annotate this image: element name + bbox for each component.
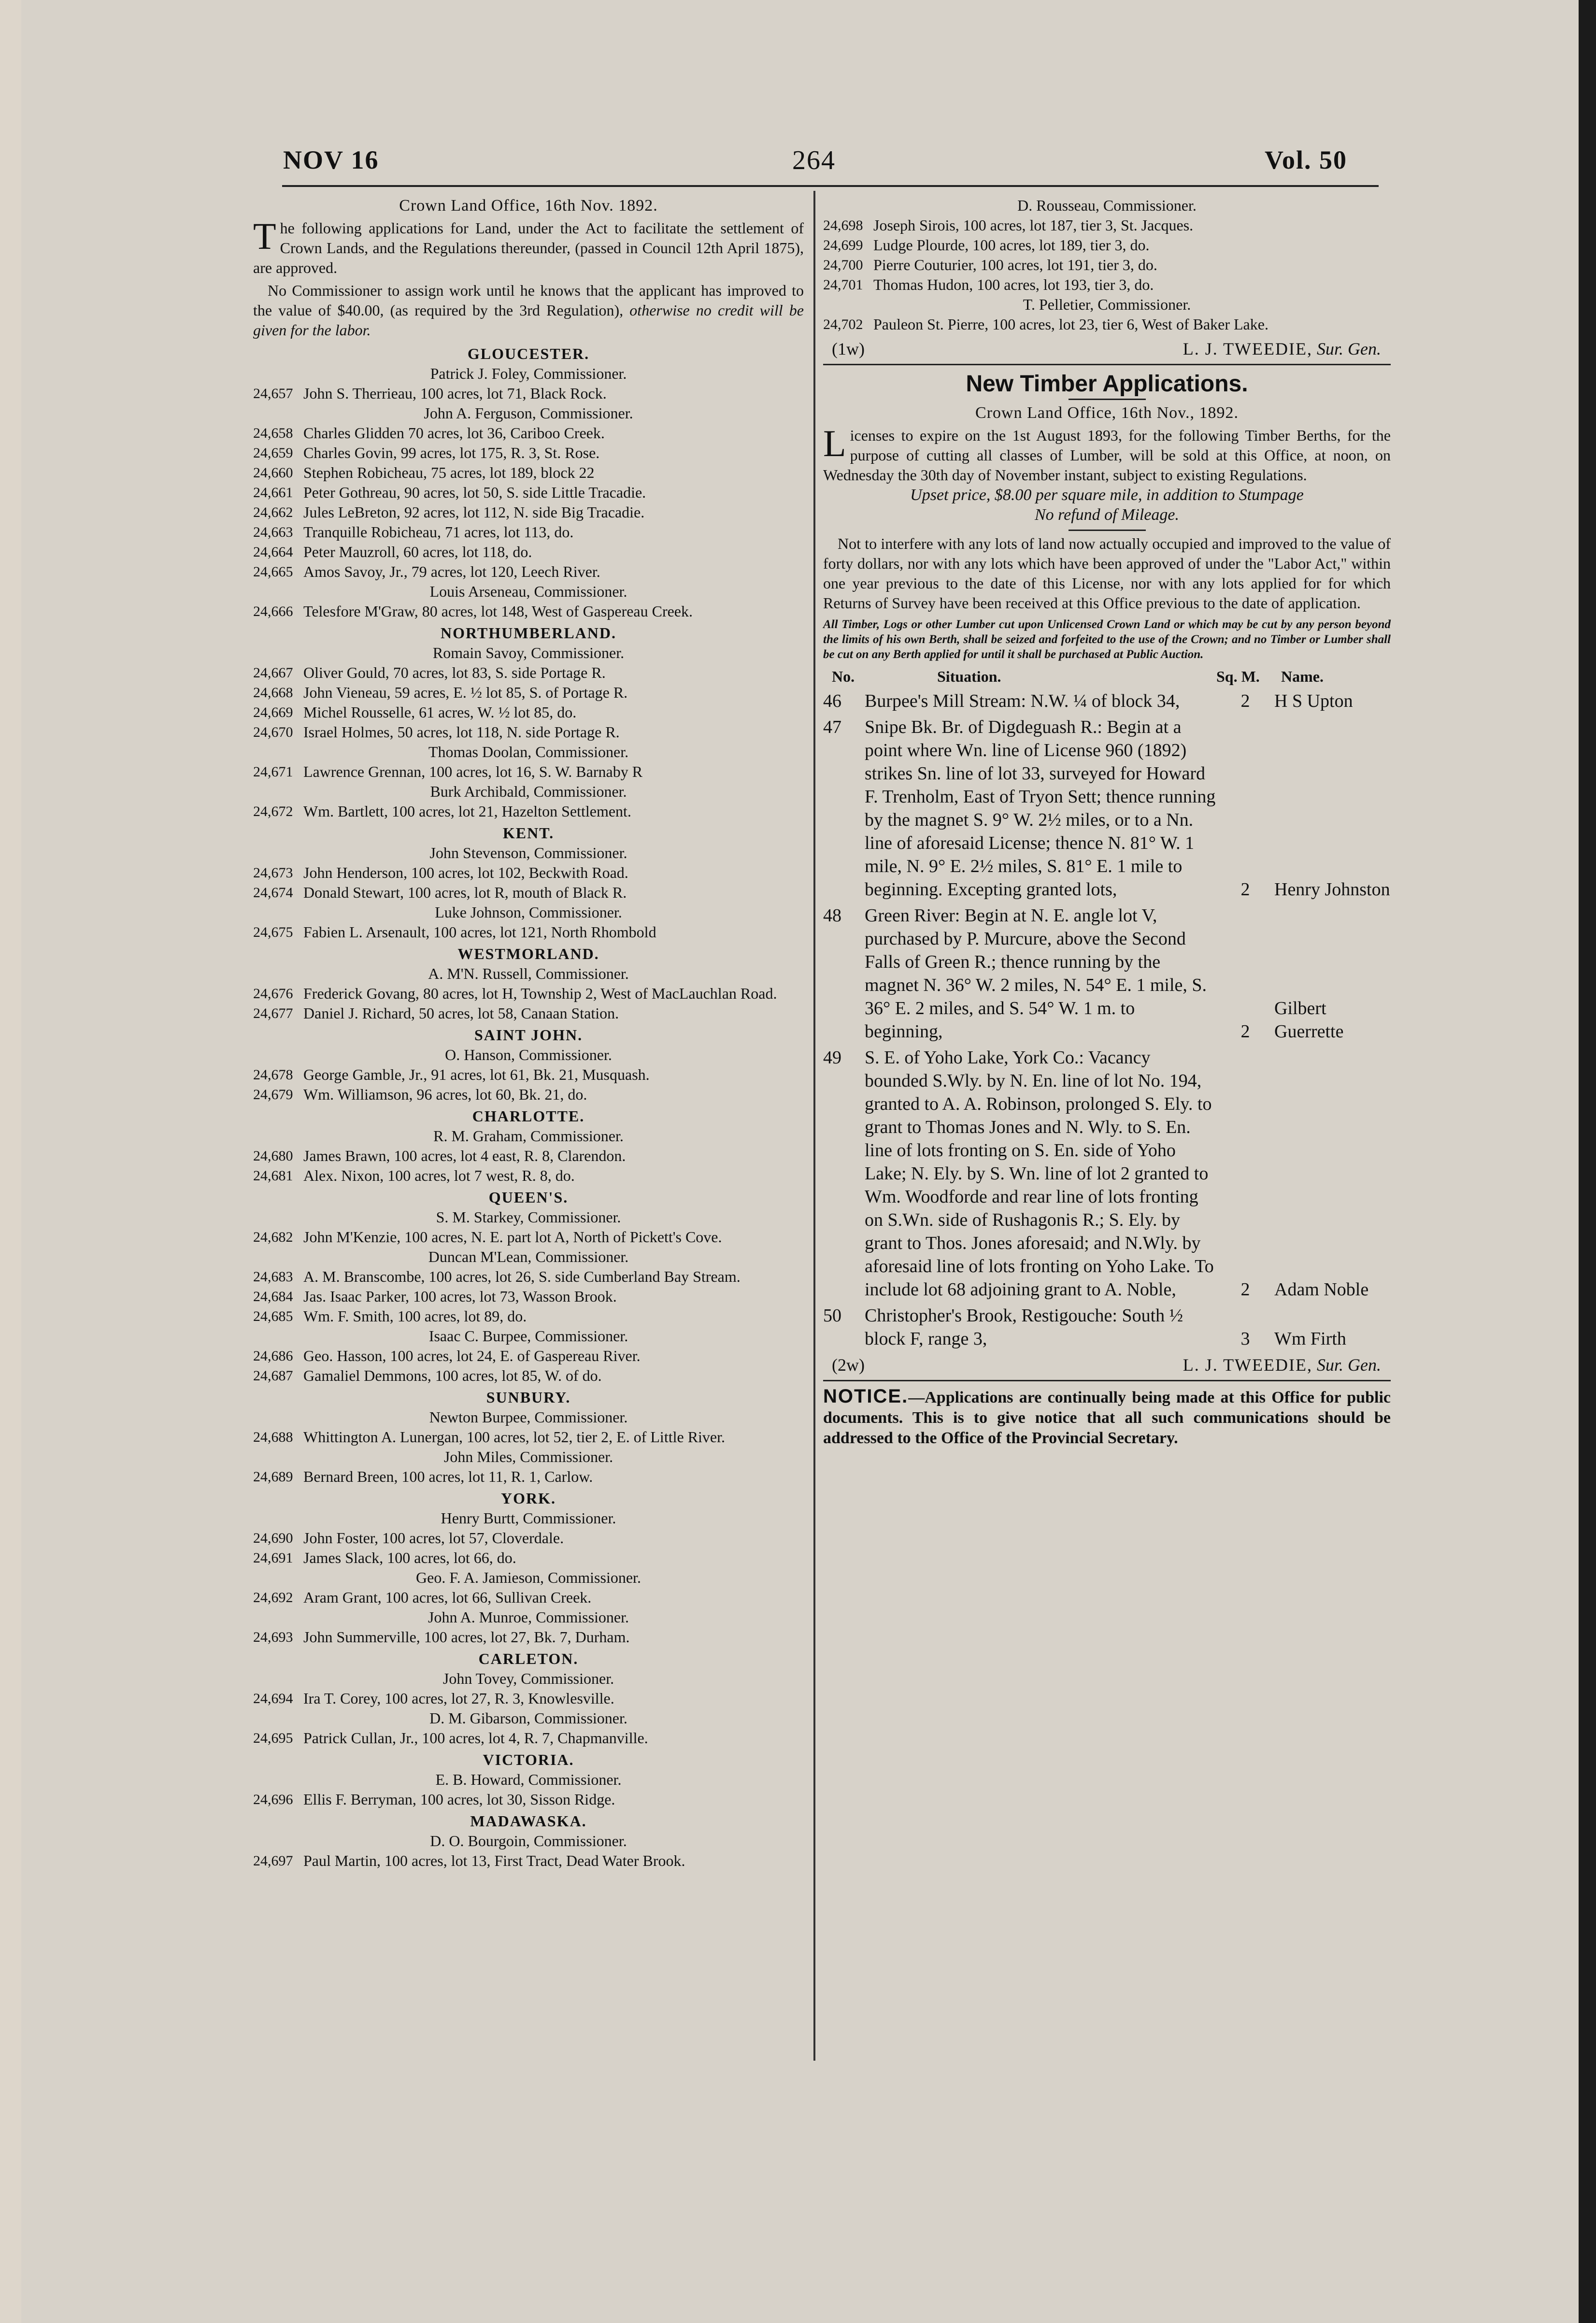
entry-number: 24,688 <box>253 1429 293 1445</box>
berth-square-miles: 2 <box>1240 1021 1250 1042</box>
entry-number: 24,666 <box>253 603 293 619</box>
section-rule <box>823 364 1391 365</box>
entry-text: James Brawn, 100 acres, lot 4 east, R. 8, Clarendon. <box>303 1147 626 1164</box>
applicant-name: Henry Johnston <box>1274 879 1390 900</box>
insertion-mark: (2w) <box>832 1355 865 1375</box>
entry-text: Gamaliel Demmons, 100 acres, lot 85, W. of do. <box>303 1367 602 1384</box>
land-entry <box>253 1306 804 1326</box>
land-entry <box>253 1728 804 1748</box>
county-heading: MADAWASKA. <box>470 1812 587 1830</box>
entry-text: A. M. Branscombe, 100 acres, lot 26, S. side Cumberland Bay Stream. <box>303 1268 741 1285</box>
land-entry <box>253 683 804 703</box>
commissioner-name: S. M. Starkey, Commissioner. <box>436 1208 621 1226</box>
land-entry <box>253 1267 804 1287</box>
drop-cap: T <box>253 215 276 257</box>
land-intro <box>253 215 804 278</box>
commissioner-name: D. O. Bourgoin, Commissioner. <box>430 1832 627 1850</box>
entry-text: Bernard Breen, 100 acres, lot 11, R. 1, Carlow. <box>303 1468 593 1485</box>
land-entry <box>823 275 1391 295</box>
berth-square-miles: 2 <box>1240 1279 1250 1300</box>
timber-row <box>823 1046 1391 1301</box>
entry-text: Joseph Sirois, 100 acres, lot 187, tier 3, St. Jacques. <box>873 216 1194 234</box>
land-entry <box>823 315 1391 334</box>
berth-number: 48 <box>823 905 841 926</box>
entry-text: Aram Grant, 100 acres, lot 66, Sullivan Creek. <box>303 1589 592 1606</box>
entry-number: 24,659 <box>253 445 293 461</box>
entry-text: Whittington A. Lunergan, 100 acres, lot 52, tier 2, E. of Little River. <box>303 1428 726 1446</box>
entry-number: 24,679 <box>253 1087 293 1103</box>
entry-number: 24,671 <box>253 764 293 780</box>
entry-number: 24,678 <box>253 1067 293 1083</box>
commissioner-name: E. B. Howard, Commissioner. <box>435 1771 622 1788</box>
land-entry <box>253 483 804 502</box>
signatory-title: Sur. Gen. <box>1317 339 1381 358</box>
commissioner-name: John Stevenson, Commissioner. <box>429 844 627 861</box>
entry-number: 24,696 <box>253 1792 293 1807</box>
county-heading: SUNBURY. <box>486 1389 571 1406</box>
entry-number: 24,680 <box>253 1148 293 1164</box>
entry-text: Tranquille Robicheau, 71 acres, lot 113, do. <box>303 523 574 541</box>
entry-number: 24,681 <box>253 1168 293 1184</box>
berth-situation: Snipe Bk. Br. of Digdeguash R.: Begin at a point where Wn. line of License 960 (1892) strikes Sn. line of lot 33, surveyed for Howard F. Trenholm, East of Tryon Sett; thence running by the magnet S. 9° W. 2½ miles, or to a Nn. line of aforesaid License; thence N. 81° W. 1 mile, N. 9° E. 2½ miles, S. 81° E. 1 mile to beginning. Excepting granted lots, <box>865 717 1216 900</box>
commissioner-name: D. Rousseau, Commissioner. <box>1017 197 1197 214</box>
county-heading: VICTORIA. <box>483 1751 574 1768</box>
land-entry <box>253 1627 804 1647</box>
land-entry <box>253 1851 804 1871</box>
entry-text: Pauleon St. Pierre, 100 acres, lot 23, tier 6, West of Baker Lake. <box>873 315 1268 333</box>
entry-number: 24,661 <box>253 485 293 501</box>
entry-text: Charles Glidden 70 acres, lot 36, Cariboo Creek. <box>303 424 605 442</box>
commissioner-name: O. Hanson, Commissioner. <box>445 1046 612 1063</box>
entry-text: Paul Martin, 100 acres, lot 13, First Tract, Dead Water Brook. <box>303 1852 685 1869</box>
county-heading: WESTMORLAND. <box>457 945 599 962</box>
commissioner-name: John A. Munroe, Commissioner. <box>428 1608 629 1626</box>
land-entry <box>253 922 804 942</box>
entry-text: Lawrence Grennan, 100 acres, lot 16, S. W. Barnaby R <box>303 763 643 780</box>
land-entry <box>823 255 1391 275</box>
timber-row <box>823 716 1391 901</box>
entry-number: 24,702 <box>823 316 863 332</box>
county-heading: CHARLOTTE. <box>472 1107 585 1125</box>
county-heading: QUEEN'S. <box>488 1189 569 1206</box>
commissioner-name: Henry Burtt, Commissioner. <box>441 1509 616 1527</box>
upset-price: Upset price, $8.00 per square mile, in addition to Stumpage <box>910 486 1304 504</box>
right-column <box>823 196 1391 1448</box>
entry-number: 24,699 <box>823 237 863 253</box>
left-column <box>253 196 804 1871</box>
entry-number: 24,692 <box>253 1590 293 1606</box>
land-continuation <box>823 196 1391 334</box>
no-refund: No refund of Mileage. <box>1034 506 1180 524</box>
col-no: No. <box>832 668 855 685</box>
title-rule <box>1069 399 1146 400</box>
entry-number: 24,663 <box>253 524 293 540</box>
entry-text: Daniel J. Richard, 50 acres, lot 58, Canaan Station. <box>303 1004 619 1022</box>
berth-number: 49 <box>823 1047 841 1068</box>
commissioner-name: Duncan M'Lean, Commissioner. <box>428 1248 629 1265</box>
land-entry <box>823 215 1391 235</box>
land-entry <box>253 863 804 883</box>
entry-text: Michel Rousselle, 61 acres, W. ½ lot 85, do. <box>303 703 577 721</box>
land-entry <box>253 1366 804 1386</box>
land-entry <box>253 1166 804 1186</box>
applicant-name: Wm Firth <box>1274 1329 1346 1349</box>
header-date: NOV 16 <box>283 145 379 174</box>
page-number: 264 <box>792 145 836 175</box>
crown-land-office-line: Crown Land Office, 16th Nov. 1892. <box>399 197 658 215</box>
land-signature <box>823 339 1391 359</box>
land-entry <box>253 1146 804 1166</box>
signatory-title: Sur. Gen. <box>1317 1355 1381 1375</box>
insertion-mark: (1w) <box>832 339 865 358</box>
signatory-name: L. J. TWEEDIE, <box>1183 339 1312 358</box>
timber-row <box>823 904 1391 1043</box>
entry-text: Wm. F. Smith, 100 acres, lot 89, do. <box>303 1307 527 1325</box>
header-rule <box>282 185 1379 187</box>
land-entry <box>253 1467 804 1487</box>
entry-text: Peter Mauzroll, 60 acres, lot 118, do. <box>303 543 532 560</box>
entry-text: Amos Savoy, Jr., 79 acres, lot 120, Leech River. <box>303 563 600 580</box>
entry-number: 24,682 <box>253 1229 293 1245</box>
county-heading: SAINT JOHN. <box>474 1026 583 1044</box>
entry-text: John Foster, 100 acres, lot 57, Cloverdale. <box>303 1529 564 1547</box>
entry-number: 24,668 <box>253 685 293 701</box>
county-heading: KENT. <box>502 824 555 842</box>
county-heading: YORK. <box>501 1490 556 1507</box>
timber-row <box>823 1304 1391 1350</box>
commissioner-name: John Miles, Commissioner. <box>443 1448 613 1465</box>
entry-number: 24,658 <box>253 425 293 441</box>
land-entry <box>253 703 804 722</box>
berth-situation: S. E. of Yoho Lake, York Co.: Vacancy bounded S.Wly. by N. En. line of lot No. 194, granted to A. A. Robinson, prolonged S. Ely. to grant to Thomas Jones and N. Wly. to S. En. line of lots fronting on S. En. side of Yoho Lake; N. Ely. by S. Wn. line of lot 2 granted to Wm. Woodforde and rear line of lots fronting on S.Wn. side of Rushagonis R.; S. Ely. by grant to Thos. Jones aforesaid; and N.Wly. by aforesaid line of lots fronting on Yoho Lake. To include lot 68 adjoining grant to A. Noble, <box>865 1047 1214 1300</box>
commissioner-notice <box>253 281 804 340</box>
entry-number: 24,694 <box>253 1691 293 1706</box>
land-entry <box>253 384 804 403</box>
land-entry <box>253 762 804 782</box>
entry-number: 24,672 <box>253 803 293 819</box>
timber-title: New Timber Applications. <box>966 371 1248 397</box>
land-entry <box>253 984 804 1004</box>
berth-situation: Christopher's Brook, Restigouche: South ½ block F, range 3, <box>865 1305 1183 1349</box>
entry-number: 24,691 <box>253 1550 293 1566</box>
berth-situation: Green River: Begin at N. E. angle lot V, purchased by P. Murcure, above the Second Falls of Green R.; thence running by the magnet N. 36° W. 2 miles, N. 54° E. 1 mile, S. 36° E. 2 miles, and S. 54° W. 1 m. to beginning, <box>865 905 1207 1042</box>
entry-number: 24,665 <box>253 564 293 580</box>
signatory-name: L. J. TWEEDIE, <box>1183 1355 1312 1375</box>
entry-number: 24,695 <box>253 1730 293 1746</box>
berth-square-miles: 3 <box>1240 1329 1250 1349</box>
entry-number: 24,673 <box>253 865 293 881</box>
land-sections <box>253 344 804 1871</box>
entry-text: Fabien L. Arsenault, 100 acres, lot 121, North Rhombold <box>303 923 656 941</box>
commissioner-name: John Tovey, Commissioner. <box>442 1670 614 1687</box>
entry-text: Geo. Hasson, 100 acres, lot 24, E. of Gaspereau River. <box>303 1347 641 1364</box>
entry-text: George Gamble, Jr., 91 acres, lot 61, Bk. 21, Musquash. <box>303 1066 650 1083</box>
entry-number: 24,664 <box>253 544 293 560</box>
land-entry <box>253 1085 804 1104</box>
entry-number: 24,697 <box>253 1853 293 1869</box>
entry-text: Peter Gothreau, 90 acres, lot 50, S. side Little Tracadie. <box>303 484 646 501</box>
commissioner-notice-text: No Commissioner to assign work until he knows that the applicant has improved to the value of $40.00, (as required by the 3rd Regulation), <box>253 282 804 319</box>
timber-intro-text: icenses to expire on the 1st August 1893, for the following Timber Berths, for the purpose of cutting all classes of Lumber, will be sold at this Office, at noon, on Wednesday the 30th day of November instant, subject to existing Regulations. <box>823 427 1391 484</box>
notice-rule <box>823 1380 1391 1381</box>
column-divider <box>813 191 815 2061</box>
commissioner-name: Thomas Doolan, Commissioner. <box>428 743 629 760</box>
land-entry <box>253 1287 804 1306</box>
entry-number: 24,677 <box>253 1005 293 1021</box>
entry-number: 24,690 <box>253 1530 293 1546</box>
entry-text: Ludge Plourde, 100 acres, lot 189, tier 3, do. <box>873 236 1150 254</box>
applicant-name: Adam Noble <box>1274 1279 1369 1300</box>
notice-text: —Applications are continually being made at this Office for public documents. This is to give notice that all such communications should be addressed to the Office of the Provincial Secretary. <box>823 1389 1391 1447</box>
land-entry <box>253 802 804 821</box>
col-name: Name. <box>1281 668 1324 685</box>
entry-number: 24,698 <box>823 217 863 233</box>
entry-number: 24,667 <box>253 665 293 681</box>
film-frame-edge <box>1579 0 1596 2323</box>
col-sqm: Sq. M. <box>1216 668 1260 685</box>
entry-text: Ira T. Corey, 100 acres, lot 27, R. 3, Knowlesville. <box>303 1690 614 1707</box>
entry-number: 24,676 <box>253 986 293 1002</box>
entry-number: 24,685 <box>253 1308 293 1324</box>
county-heading: GLOUCESTER. <box>467 345 590 362</box>
commissioner-name: R. M. Graham, Commissioner. <box>433 1127 624 1145</box>
entry-number: 24,674 <box>253 885 293 901</box>
land-entry <box>253 1528 804 1548</box>
commissioner-name: Geo. F. A. Jamieson, Commissioner. <box>416 1569 641 1586</box>
applicant-name: Gilbert Guerrette <box>1274 998 1344 1042</box>
land-entry <box>253 883 804 903</box>
entry-text: Thomas Hudon, 100 acres, lot 193, tier 3, do. <box>873 276 1154 293</box>
commissioner-name: T. Pelletier, Commissioner. <box>1023 296 1191 313</box>
entry-number: 24,700 <box>823 257 863 273</box>
entry-text: Pierre Couturier, 100 acres, lot 191, tier 3, do. <box>873 256 1157 273</box>
commissioner-name: Romain Savoy, Commissioner. <box>432 644 625 661</box>
commissioner-name: Burk Archibald, Commissioner. <box>430 783 627 800</box>
land-entry <box>253 502 804 522</box>
timber-intro <box>823 422 1391 485</box>
entry-text: John Vieneau, 59 acres, E. ½ lot 85, S. of Portage R. <box>303 684 628 701</box>
commissioner-name: Newton Burpee, Commissioner. <box>429 1408 628 1426</box>
land-entry <box>253 1004 804 1023</box>
entry-text: Ellis F. Berryman, 100 acres, lot 30, Sisson Ridge. <box>303 1791 615 1808</box>
county-heading: CARLETON. <box>478 1650 579 1667</box>
berth-number: 46 <box>823 691 841 711</box>
entry-number: 24,670 <box>253 724 293 740</box>
public-documents-notice <box>823 1386 1391 1448</box>
entry-text: John S. Therrieau, 100 acres, lot 71, Black Rock. <box>303 385 607 402</box>
applicant-name: H S Upton <box>1274 691 1353 711</box>
entry-number: 24,662 <box>253 504 293 520</box>
commissioner-name: Louis Arseneau, Commissioner. <box>429 583 627 600</box>
film-frame-border <box>0 0 21 2323</box>
entry-number: 24,669 <box>253 704 293 720</box>
timber-row <box>823 689 1391 713</box>
entry-text: Patrick Cullan, Jr., 100 acres, lot 4, R. 7, Chapmanville. <box>303 1729 648 1747</box>
berth-number: 50 <box>823 1305 841 1326</box>
entry-text: Jas. Isaac Parker, 100 acres, lot 73, Wasson Brook. <box>303 1288 617 1305</box>
entry-number: 24,701 <box>823 277 863 293</box>
land-entry <box>253 722 804 742</box>
timber-table-header <box>823 667 1391 687</box>
timber-office-line: Crown Land Office, 16th Nov., 1892. <box>975 404 1239 422</box>
berth-number: 47 <box>823 717 841 737</box>
land-entry <box>253 1065 804 1085</box>
land-entry <box>253 663 804 683</box>
entry-number: 24,675 <box>253 924 293 940</box>
land-entry <box>253 522 804 542</box>
entry-text: Donald Stewart, 100 acres, lot R, mouth of Black R. <box>303 884 627 901</box>
entry-text: Stephen Robicheau, 75 acres, lot 189, block 22 <box>303 464 595 481</box>
volume-number: Vol. 50 <box>1265 145 1348 174</box>
berth-square-miles: 2 <box>1240 691 1250 711</box>
land-entry <box>253 1790 804 1809</box>
land-intro-text: he following applications for Land, under the Act to facilitate the settlement of Crown Lands, and the Regulations thereunder, (passed in Council 12th April 1875), are approved. <box>253 219 804 276</box>
entry-number: 24,684 <box>253 1289 293 1305</box>
land-entry <box>253 1427 804 1447</box>
entry-text: James Slack, 100 acres, lot 66, do. <box>303 1549 516 1566</box>
entry-text: Alex. Nixon, 100 acres, lot 7 west, R. 8, do. <box>303 1167 575 1184</box>
col-situation: Situation. <box>937 668 1001 685</box>
notice-lead: NOTICE. <box>823 1386 909 1407</box>
land-entry <box>253 1346 804 1366</box>
entry-text: John Summerville, 100 acres, lot 27, Bk. 7, Durham. <box>303 1628 630 1646</box>
land-entry <box>253 463 804 483</box>
drop-cap: L <box>823 422 846 464</box>
commissioner-name: A. M'N. Russell, Commissioner. <box>428 965 629 982</box>
entry-text: Telesfore M'Graw, 80 acres, lot 148, West of Gaspereau Creek. <box>303 602 693 620</box>
land-entry <box>253 1588 804 1607</box>
land-entry <box>253 562 804 582</box>
commissioner-name: D. M. Gibarson, Commissioner. <box>429 1709 627 1727</box>
commissioner-name: Luke Johnson, Commissioner. <box>435 903 622 921</box>
entry-text: Israel Holmes, 50 acres, lot 118, N. side Portage R. <box>303 723 620 741</box>
land-entry <box>253 1689 804 1708</box>
commissioner-name: Isaac C. Burpee, Commissioner. <box>428 1327 628 1345</box>
land-entry <box>253 423 804 443</box>
entry-text: Oliver Gould, 70 acres, lot 83, S. side Portage R. <box>303 664 606 681</box>
entry-text: John Henderson, 100 acres, lot 102, Beckwith Road. <box>303 864 628 881</box>
entry-text: Frederick Govang, 80 acres, lot H, Township 2, West of MacLauchlan Road. <box>303 985 777 1002</box>
berth-situation: Burpee's Mill Stream: N.W. ¼ of block 34, <box>865 691 1180 711</box>
entry-number: 24,657 <box>253 386 293 402</box>
entry-number: 24,683 <box>253 1269 293 1285</box>
commissioner-name: Patrick J. Foley, Commissioner. <box>430 365 627 382</box>
commissioner-notice-italic: otherwise no credit will be given for the labor. <box>253 301 804 339</box>
upset-rule <box>1069 530 1146 531</box>
land-entry <box>253 443 804 463</box>
entry-number: 24,693 <box>253 1629 293 1645</box>
commissioner-name: John A. Ferguson, Commissioner. <box>424 404 633 422</box>
entry-number: 24,689 <box>253 1469 293 1485</box>
entry-text: Charles Govin, 99 acres, lot 175, R. 3, St. Rose. <box>303 444 600 461</box>
land-entry <box>253 542 804 562</box>
gazette-page <box>21 0 1579 2323</box>
entry-text: Wm. Williamson, 96 acres, lot 60, Bk. 21, do. <box>303 1086 587 1103</box>
county-heading: NORTHUMBERLAND. <box>441 624 616 642</box>
timber-signature <box>823 1355 1391 1375</box>
land-entry <box>253 1227 804 1247</box>
timber-table <box>823 689 1391 1350</box>
entry-text: Wm. Bartlett, 100 acres, lot 21, Hazelton Settlement. <box>303 803 631 820</box>
entry-text: Jules LeBreton, 92 acres, lot 112, N. side Big Tracadie. <box>303 503 645 521</box>
land-entry <box>253 1548 804 1568</box>
timber-condition: Not to interfere with any lots of land now actually occupied and improved to the value of forty dollars, nor with any lots which have been approved of under the "Labor Act," within one year previous to the date of this License, nor with any lots applied for for which Returns of Survey have been received at this Office previous to the date of application. <box>823 535 1391 612</box>
berth-square-miles: 2 <box>1240 879 1250 900</box>
entry-number: 24,660 <box>253 465 293 481</box>
entry-number: 24,687 <box>253 1368 293 1384</box>
entry-number: 24,686 <box>253 1348 293 1364</box>
land-entry <box>823 235 1391 255</box>
land-entry <box>253 602 804 621</box>
entry-text: John M'Kenzie, 100 acres, N. E. part lot A, North of Pickett's Cove. <box>303 1228 722 1246</box>
timber-disclaimer: All Timber, Logs or other Lumber cut upon Unlicensed Crown Land or which may be cut by any person beyond the limits of his own Berth, shall be seized and forfeited to the use of the Crown; and no Timber or Lumber shall be cut on any Berth applied for until it shall be purchased at Public Auction. <box>823 618 1391 661</box>
